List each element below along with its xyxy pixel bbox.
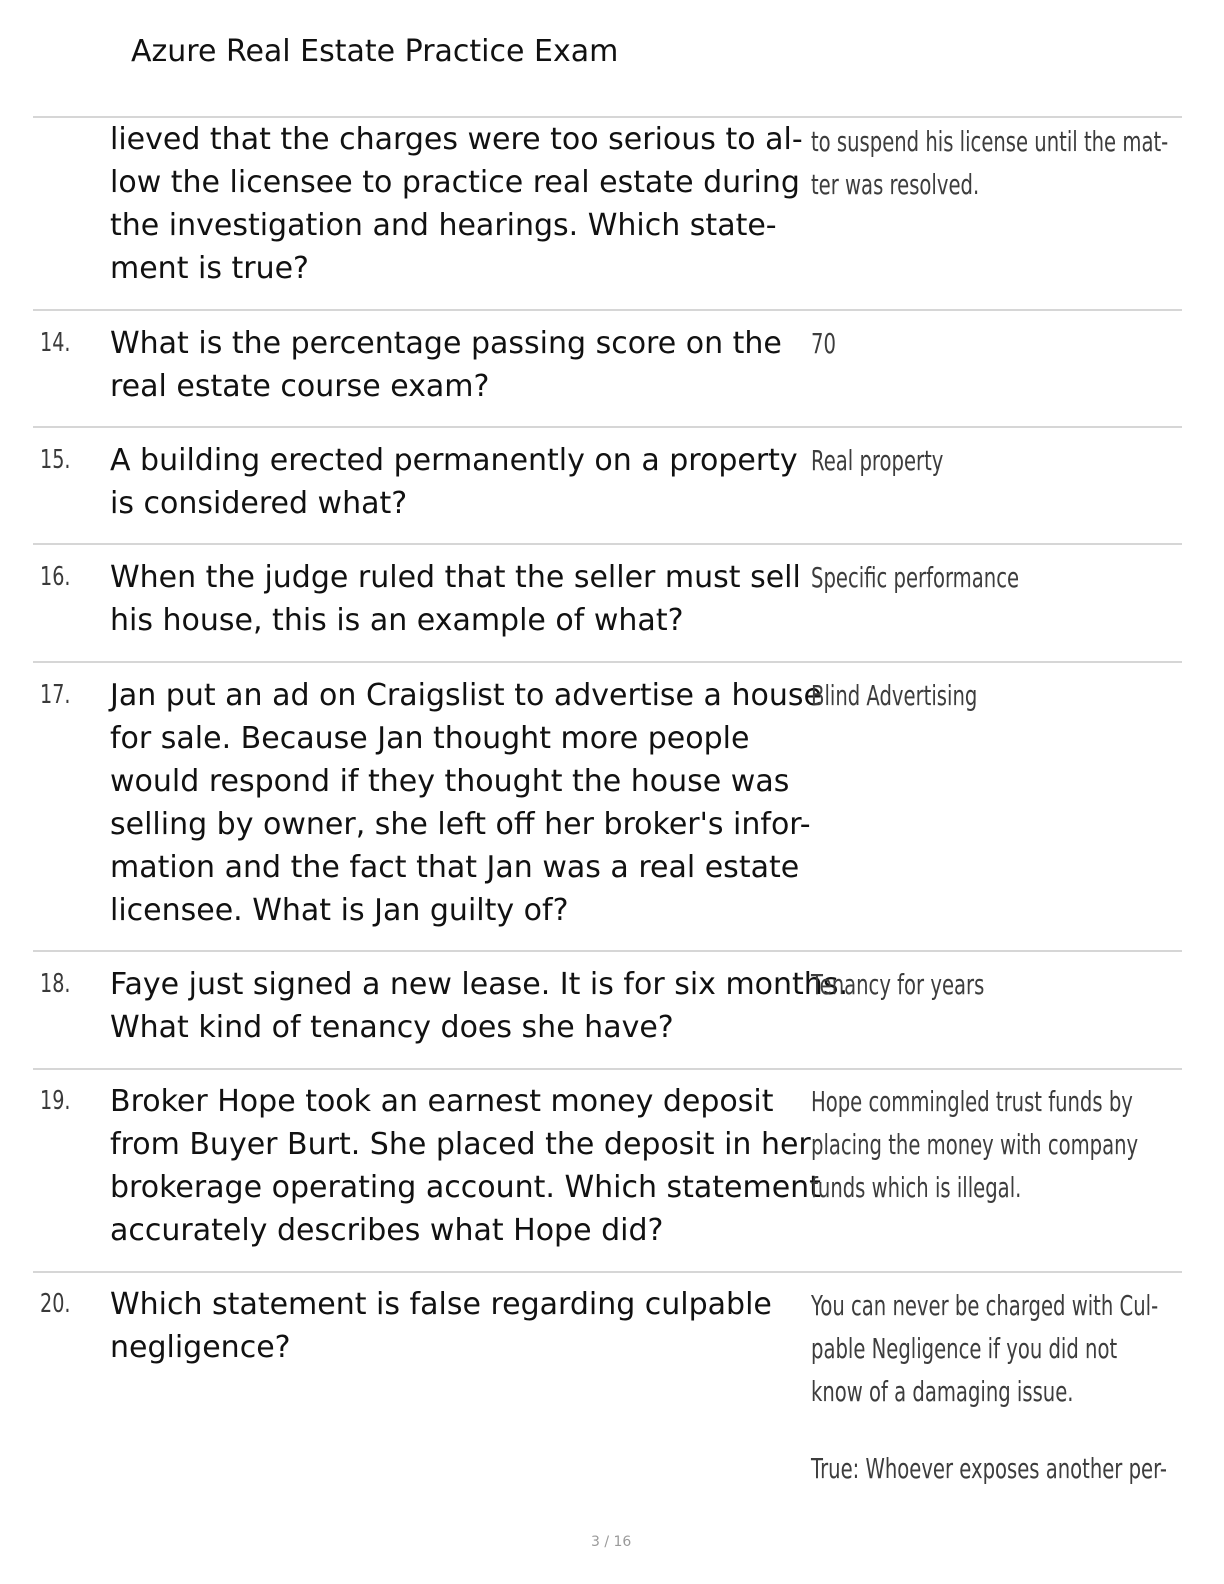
question-number: 18. [40,969,71,999]
divider [33,1068,1182,1070]
question-line: Jan put an ad on Craigslist to advertise a house [110,678,822,713]
answer-spacer [811,1413,1167,1447]
answer-note-line: True: Whoever exposes another per- [811,1452,1167,1485]
question-number: 14. [40,328,71,358]
question-text [110,118,810,290]
question-line: is considered what? [110,486,408,521]
divider [33,426,1182,428]
answer-text [811,963,984,1006]
answer-text [811,322,836,365]
question-text [110,439,810,525]
answer-line: Tenancy for years [811,968,985,1001]
question-number: 15. [40,445,71,475]
divider [33,1271,1182,1273]
question-text [110,1283,810,1369]
question-line: Faye just signed a new lease. It is for six months. [110,967,848,1002]
question-text [110,1080,821,1252]
answer-line: ter was resolved. [811,168,980,201]
answer-line: to suspend his license until the mat- [811,125,1169,158]
question-number: 19. [40,1086,71,1116]
answer-line: pable Negligence if you did not [811,1332,1118,1365]
divider [33,661,1182,663]
question-text [110,556,810,642]
answer-text [811,1080,1138,1209]
question-number: 20. [40,1289,71,1319]
divider [33,543,1182,545]
question-line: lieved that the charges were too serious to al- [110,122,803,157]
answer-line: Blind Advertising [811,679,978,712]
question-line: his house, this is an example of what? [110,603,684,638]
answer-text [811,674,977,717]
divider [33,309,1182,311]
answer-line: placing the money with company [811,1128,1139,1161]
question-line: What is the percentage passing score on the [110,326,782,361]
page-number: 3 / 16 [591,1534,632,1550]
answer-text [811,120,1168,206]
answer-text [811,439,943,482]
question-line: from Buyer Burt. She placed the deposit in her [110,1127,811,1162]
answer-text [811,556,1019,599]
answer-line: Specific performance [811,561,1020,594]
question-text [110,674,822,932]
question-line: low the licensee to practice real estate during [110,165,800,200]
answer-text [811,1284,1167,1490]
question-line: selling by owner, she left off her broker's infor- [110,807,811,842]
question-line: Broker Hope took an earnest money deposit [110,1084,774,1119]
question-line: would respond if they thought the house was [110,764,790,799]
answer-line: Real property [811,444,944,477]
question-line: Which statement is false regarding culpable [110,1287,772,1322]
question-text [110,322,810,408]
question-line: accurately describes what Hope did? [110,1213,664,1248]
answer-line: know of a damaging issue. [811,1375,1074,1408]
question-line: negligence? [110,1330,291,1365]
question-line: ment is true? [110,251,309,286]
question-line: for sale. Because Jan thought more people [110,721,750,756]
answer-line: You can never be charged with Cul- [811,1289,1159,1322]
question-line: licensee. What is Jan guilty of? [110,893,569,928]
answer-line: funds which is illegal. [811,1171,1022,1204]
question-line: When the judge ruled that the seller must sell [110,560,801,595]
divider [33,950,1182,952]
page-title: Azure Real Estate Practice Exam [131,34,619,69]
question-line: A building erected permanently on a property [110,443,798,478]
question-line: real estate course exam? [110,369,490,404]
question-line: brokerage operating account. Which statement [110,1170,821,1205]
question-line: What kind of tenancy does she have? [110,1010,674,1045]
answer-line: Hope commingled trust funds by [811,1085,1133,1118]
question-text [110,963,848,1049]
answer-line: 70 [811,327,836,360]
question-number: 17. [40,680,71,710]
question-number: 16. [40,562,71,592]
question-line: the investigation and hearings. Which state- [110,208,777,243]
question-line: mation and the fact that Jan was a real estate [110,850,800,885]
